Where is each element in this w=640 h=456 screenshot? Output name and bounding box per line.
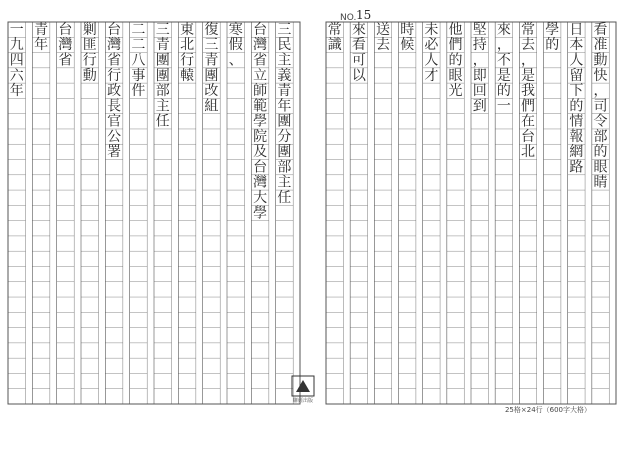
right-handwritten-char: 下 (569, 83, 584, 100)
right-handwritten-char: 的 (545, 37, 560, 54)
left-handwritten-char: 台 (253, 21, 268, 38)
left-handwritten-char: 二 (131, 21, 146, 38)
left-handwritten-char: 青 (155, 37, 170, 54)
left-handwritten-char: 青 (204, 52, 219, 69)
left-handwritten-char: 學 (253, 205, 268, 222)
left-handwritten-char: 團 (204, 67, 219, 84)
right-handwritten-char: 們 (521, 98, 536, 115)
left-handwritten-char: 、 (228, 52, 243, 69)
left-handwritten-char: 年 (34, 37, 49, 54)
left-handwritten-char: 件 (131, 83, 146, 100)
left-handwritten-char: 台 (58, 21, 73, 38)
right-handwritten-char: 台 (521, 128, 536, 145)
left-handwritten-char: 九 (9, 37, 24, 54)
right-handwritten-char: 送 (376, 21, 391, 38)
left-handwritten-char: 動 (82, 67, 97, 84)
right-handwritten-char: 即 (472, 67, 487, 84)
left-handwritten-char: 匪 (82, 37, 97, 54)
left-handwritten-char: 剿 (82, 21, 97, 38)
left-handwritten-char: 公 (107, 128, 122, 145)
left-handwritten-char: 學 (253, 113, 268, 130)
right-handwritten-char: 睛 (593, 174, 608, 191)
left-handwritten-char: 六 (9, 67, 24, 84)
right-handwritten-char: 部 (593, 128, 608, 145)
right-handwritten-char: 必 (424, 37, 439, 54)
left-handwritten-char: 團 (277, 113, 292, 130)
left-handwritten-char: 一 (9, 21, 24, 38)
right-handwritten-char: 可 (351, 52, 366, 69)
right-handwritten-char: 持 (472, 37, 487, 54)
left-handwritten-char: 立 (253, 67, 268, 84)
right-handwritten-char: 學 (545, 21, 560, 38)
left-handwritten-char: 組 (204, 98, 219, 115)
right-handwritten-char: 常 (327, 21, 342, 38)
right-handwritten-char: 准 (593, 37, 608, 54)
right-handwritten-char: 的 (496, 83, 511, 100)
page-number: 15 (356, 8, 372, 22)
left-handwritten-char: 及 (253, 144, 268, 161)
left-handwritten-char: 署 (107, 144, 122, 161)
right-handwritten-char: 報 (569, 128, 584, 145)
right-handwritten-char: 的 (593, 144, 608, 161)
left-handwritten-char: 復 (204, 21, 219, 38)
left-handwritten-char: 年 (277, 98, 292, 115)
right-handwritten-char: 眼 (593, 159, 608, 176)
right-handwritten-char: 司 (593, 98, 608, 115)
right-handwritten-char: 去 (521, 37, 536, 54)
left-handwritten-char: 事 (131, 67, 146, 84)
right-handwritten-char: 看 (593, 21, 608, 38)
right-handwritten-char: 不 (496, 52, 511, 69)
right-handwritten-char: 去 (376, 37, 391, 54)
left-handwritten-char: 年 (9, 83, 24, 100)
left-handwritten-char: 大 (253, 189, 268, 206)
right-handwritten-char: 堅 (472, 21, 487, 38)
right-handwritten-char: 在 (521, 113, 536, 130)
right-handwritten-char: 眼 (448, 67, 463, 84)
left-handwritten-char: 省 (107, 52, 122, 69)
left-handwritten-char: 行 (82, 52, 97, 69)
left-handwritten-char: 部 (277, 159, 292, 176)
right-handwritten-char: 的 (448, 52, 463, 69)
right-handwritten-char: 時 (400, 21, 415, 38)
right-handwritten-char: 快 (593, 67, 608, 84)
left-page-handwriting (10, 21, 292, 221)
left-handwritten-char: 範 (253, 98, 268, 115)
right-page-handwriting (328, 21, 608, 191)
left-handwritten-char: 主 (277, 52, 292, 69)
left-handwritten-char: 四 (9, 52, 24, 69)
left-handwritten-char: 寒 (228, 21, 243, 38)
left-handwritten-char: 官 (107, 113, 122, 130)
left-handwritten-char: 灣 (253, 174, 268, 191)
right-handwritten-char: ， (496, 37, 511, 54)
right-handwritten-char: 是 (521, 67, 536, 84)
left-handwritten-char: 北 (180, 37, 195, 54)
right-handwritten-char: 回 (472, 83, 487, 100)
left-handwritten-char: 台 (107, 21, 122, 38)
page-number-label: NO. (340, 13, 357, 23)
right-handwritten-char: 他 (448, 21, 463, 38)
right-handwritten-char: 未 (424, 21, 439, 38)
right-handwritten-char: 候 (400, 37, 415, 54)
left-handwritten-char: 部 (155, 83, 170, 100)
left-handwritten-char: 二 (131, 37, 146, 54)
left-handwritten-char: 灣 (253, 37, 268, 54)
left-handwritten-char: 分 (277, 128, 292, 145)
left-handwritten-char: 灣 (107, 37, 122, 54)
left-handwritten-char: 任 (277, 189, 292, 206)
right-handwritten-char: 北 (521, 144, 536, 161)
right-handwritten-char: 以 (351, 67, 366, 84)
right-handwritten-char: 令 (593, 113, 608, 130)
left-handwritten-char: 行 (107, 67, 122, 84)
left-handwritten-char: 團 (277, 144, 292, 161)
left-handwritten-char: 義 (277, 67, 292, 84)
right-handwritten-char: ， (472, 52, 487, 69)
left-handwritten-char: 省 (253, 52, 268, 69)
left-handwritten-char: 師 (253, 83, 268, 100)
right-handwritten-char: 一 (496, 98, 511, 115)
publisher-logo (292, 376, 314, 404)
left-handwritten-char: 改 (204, 83, 219, 100)
left-handwritten-char: 長 (107, 98, 122, 115)
right-handwritten-char: 是 (496, 67, 511, 84)
right-handwritten-char: 我 (521, 83, 536, 100)
right-handwritten-char: 日 (569, 21, 584, 38)
left-handwritten-char: 民 (277, 37, 292, 54)
right-handwritten-char: 常 (521, 21, 536, 38)
right-handwritten-char: 的 (569, 98, 584, 115)
right-handwritten-char: 來 (496, 21, 511, 38)
left-handwritten-char: 台 (253, 159, 268, 176)
left-handwritten-char: 假 (228, 37, 243, 54)
right-handwritten-char: 才 (424, 67, 439, 84)
right-handwritten-char: 情 (569, 113, 584, 130)
right-handwritten-char: 網 (569, 144, 584, 161)
right-handwritten-char: 們 (448, 37, 463, 54)
right-handwritten-char: 留 (569, 67, 584, 84)
right-handwritten-char: 路 (569, 159, 584, 176)
right-handwritten-char: 人 (424, 52, 439, 69)
left-handwritten-char: 轅 (180, 67, 195, 84)
right-handwritten-char: 識 (327, 37, 342, 54)
right-handwritten-char: 動 (593, 52, 608, 69)
right-handwritten-char: 本 (569, 37, 584, 54)
right-handwritten-char: 人 (569, 52, 584, 69)
left-handwritten-char: 東 (180, 21, 195, 38)
publisher-logo-text: 聯經出版 (292, 398, 314, 404)
left-handwritten-char: 青 (34, 21, 49, 38)
left-handwritten-char: 八 (131, 52, 146, 69)
left-handwritten-char: 任 (155, 113, 170, 130)
left-handwritten-char: 青 (277, 83, 292, 100)
left-handwritten-char: 三 (277, 21, 292, 38)
grid-spec: 25格×24行（600字大格） (504, 406, 592, 414)
left-handwritten-char: 院 (253, 128, 268, 145)
right-handwritten-char: 來 (351, 21, 366, 38)
left-handwritten-char: 團 (155, 67, 170, 84)
left-handwritten-char: 三 (155, 21, 170, 38)
right-handwritten-char: 光 (448, 83, 463, 100)
left-handwritten-char: 灣 (58, 37, 73, 54)
right-handwritten-char: ， (593, 83, 608, 100)
right-handwritten-char: 看 (351, 37, 366, 54)
left-handwritten-char: 團 (155, 52, 170, 69)
right-handwritten-char: 到 (472, 98, 487, 115)
left-handwritten-char: 行 (180, 52, 195, 69)
left-handwritten-char: 政 (107, 83, 122, 100)
left-handwritten-char: 三 (204, 37, 219, 54)
left-handwritten-char: 省 (58, 52, 73, 69)
left-handwritten-char: 主 (277, 174, 292, 191)
right-handwritten-char: ， (521, 52, 536, 69)
left-handwritten-char: 主 (155, 98, 170, 115)
